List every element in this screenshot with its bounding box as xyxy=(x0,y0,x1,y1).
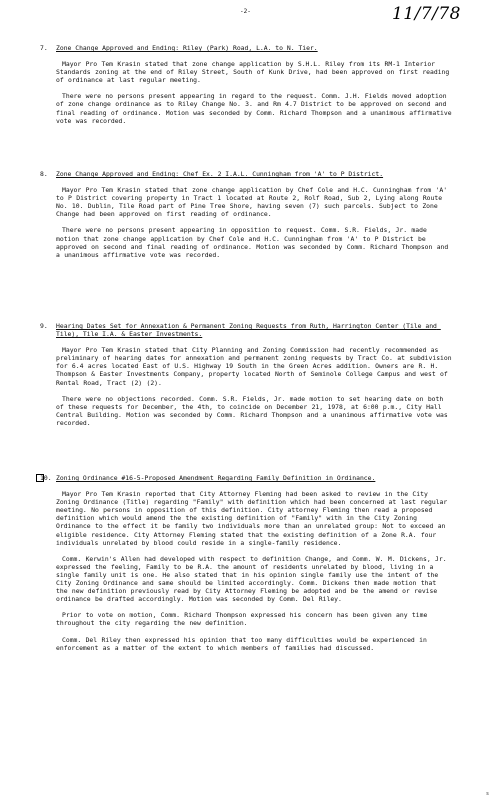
item-paragraph: Mayor Pro Tem Krasin stated that zone change application by Chef Cole and H.C. Cunningham from 'A' to P District covering property in Tract 1 located at Route 2, Rolf Road, Sub 2, Lying along Route No. 10. Dublin, Tile Road part of Pine Tree Shore, having seven (7) such parcels. Subject to Zone Change had been approved on first reading of ordinance. xyxy=(56,186,448,219)
item-paragraph: There were no persons present appearing in opposition to request. Comm. S.R. Fields, Jr. made motion that zone change application by Chef Cole and H.C. Cunningham from 'A' to P District be approved on second and final reading of ordinance. Motion was seconded by Comm. Richard Thompson and a unanimous affirmative vote was recorded. xyxy=(56,226,449,259)
item-paragraph: Mayor Pro Tem Krasin stated that City Planning and Zoning Commission had recently recommended as preliminary of hearing dates for annexation and permanent zoning requests by Tract Co. at subdivision for 6.4 acres located East of U.S. Highway 19 South in the Green Acres addition. Owners are R. H. Thompson & Easter Investments Company, property located North of Seminole College Campus and west of Rental Road, Tract (2) (2). xyxy=(56,346,452,387)
corner-mark: s xyxy=(485,790,489,797)
item-paragraph: Mayor Pro Tem Krasin stated that zone change application by S.H.L. Riley from its RM-1 Interior Standards zoning at the end of Riley Street, South of Kunk Drive, had been approved on first reading of ordinance at last regular meeting. xyxy=(56,60,450,85)
item-number: 8. xyxy=(40,170,48,178)
item-heading: Zoning Ordinance #16-5-Proposed Amendment Regarding Family Definition in Ordinance. xyxy=(56,474,376,482)
item-number: 10. xyxy=(40,474,52,482)
minutes-item-10 xyxy=(40,474,452,652)
item-heading: Hearing Dates Set for Annexation & Permanent Zoning Requests from Ruth, Harrington Center (Tile and Tile), Tile I.A. & Easter Investments. xyxy=(56,322,441,339)
item-paragraph: Prior to vote on motion, Comm. Richard Thompson expressed his concern has been given any time throughout the city regarding the new definition. xyxy=(56,611,428,628)
minutes-item-9 xyxy=(40,322,452,427)
minutes-item-7 xyxy=(40,44,452,125)
item-number: 9. xyxy=(40,322,48,330)
item-paragraph: There were no persons present appearing in regard to the request. Comm. J.H. Fields moved adoption of zone change ordinance as to Riley Change No. 3. and Rm 4.7 District to be approved on second and final reading of ordinance. Motion was seconded by Comm. Richard Thompson and a unanimous affirmative vote was recorded. xyxy=(56,92,452,125)
page-marker: -2- xyxy=(240,8,251,15)
item-number: 7. xyxy=(40,44,48,52)
item-paragraph: Comm. Del Riley then expressed his opinion that too many difficulties would be experienced in enforcement as a matter of the extent to which members of families had discussed. xyxy=(56,635,427,652)
item-paragraph: Mayor Pro Tem Krasin reported that City Attorney Fleming had been asked to review in the City Zoning Ordinance (Title) regarding "Family" with definition which had been concerned at last regular meeting. No persons in opposition of this definition. City attorney Fleming then read a proposed definition which would amend the the existing definition of "Family" with in the City Zoning Ordinance to the effect it be family two individuals more than an unrelated group: Not to exceed an eligible residence. City Attorney Fleming stated that the existing definition of a Zone R.A. four individuals unrelated by blood could reside in a single-family residence. xyxy=(56,490,448,547)
item-heading: Zone Change Approved and Ending: Chef Ex. 2 I.A.L. Cunningham from 'A' to P District. xyxy=(56,170,384,178)
item-paragraph: There were no objections recorded. Comm. S.R. Fields, Jr. made motion to set hearing date on both of these requests for December, the 4th, to coincide on December 21, 1978, at 6:00 p.m., City Hall Central Building. Motion was seconded by Comm. Richard Thompson and a unanimous affirmative vote was recorded. xyxy=(56,394,448,427)
handwritten-date: 11/7/78 xyxy=(391,4,461,24)
item-heading: Zone Change Approved and Ending: Riley (Park) Road, L.A. to N. Tier. xyxy=(56,44,318,52)
minutes-item-8 xyxy=(40,170,452,259)
item-paragraph: Comm. Kerwin's Allen had developed with respect to definition Change, and Comm. W. M. Dickens, Jr. expressed the feeling, Family to be R.A. the amount of residents unrelated by blood, living in a single family unit is one. He also stated that in his opinion single family use the intent of the City Zoning Ordinance and same should be limited accordingly. Comm. Dickens then made motion that the new definition previously read by City Attorney Fleming be adopted and be the amend or revise ordinance be drafted accordingly. Motion was seconded by Comm. Del Riley. xyxy=(56,554,447,604)
